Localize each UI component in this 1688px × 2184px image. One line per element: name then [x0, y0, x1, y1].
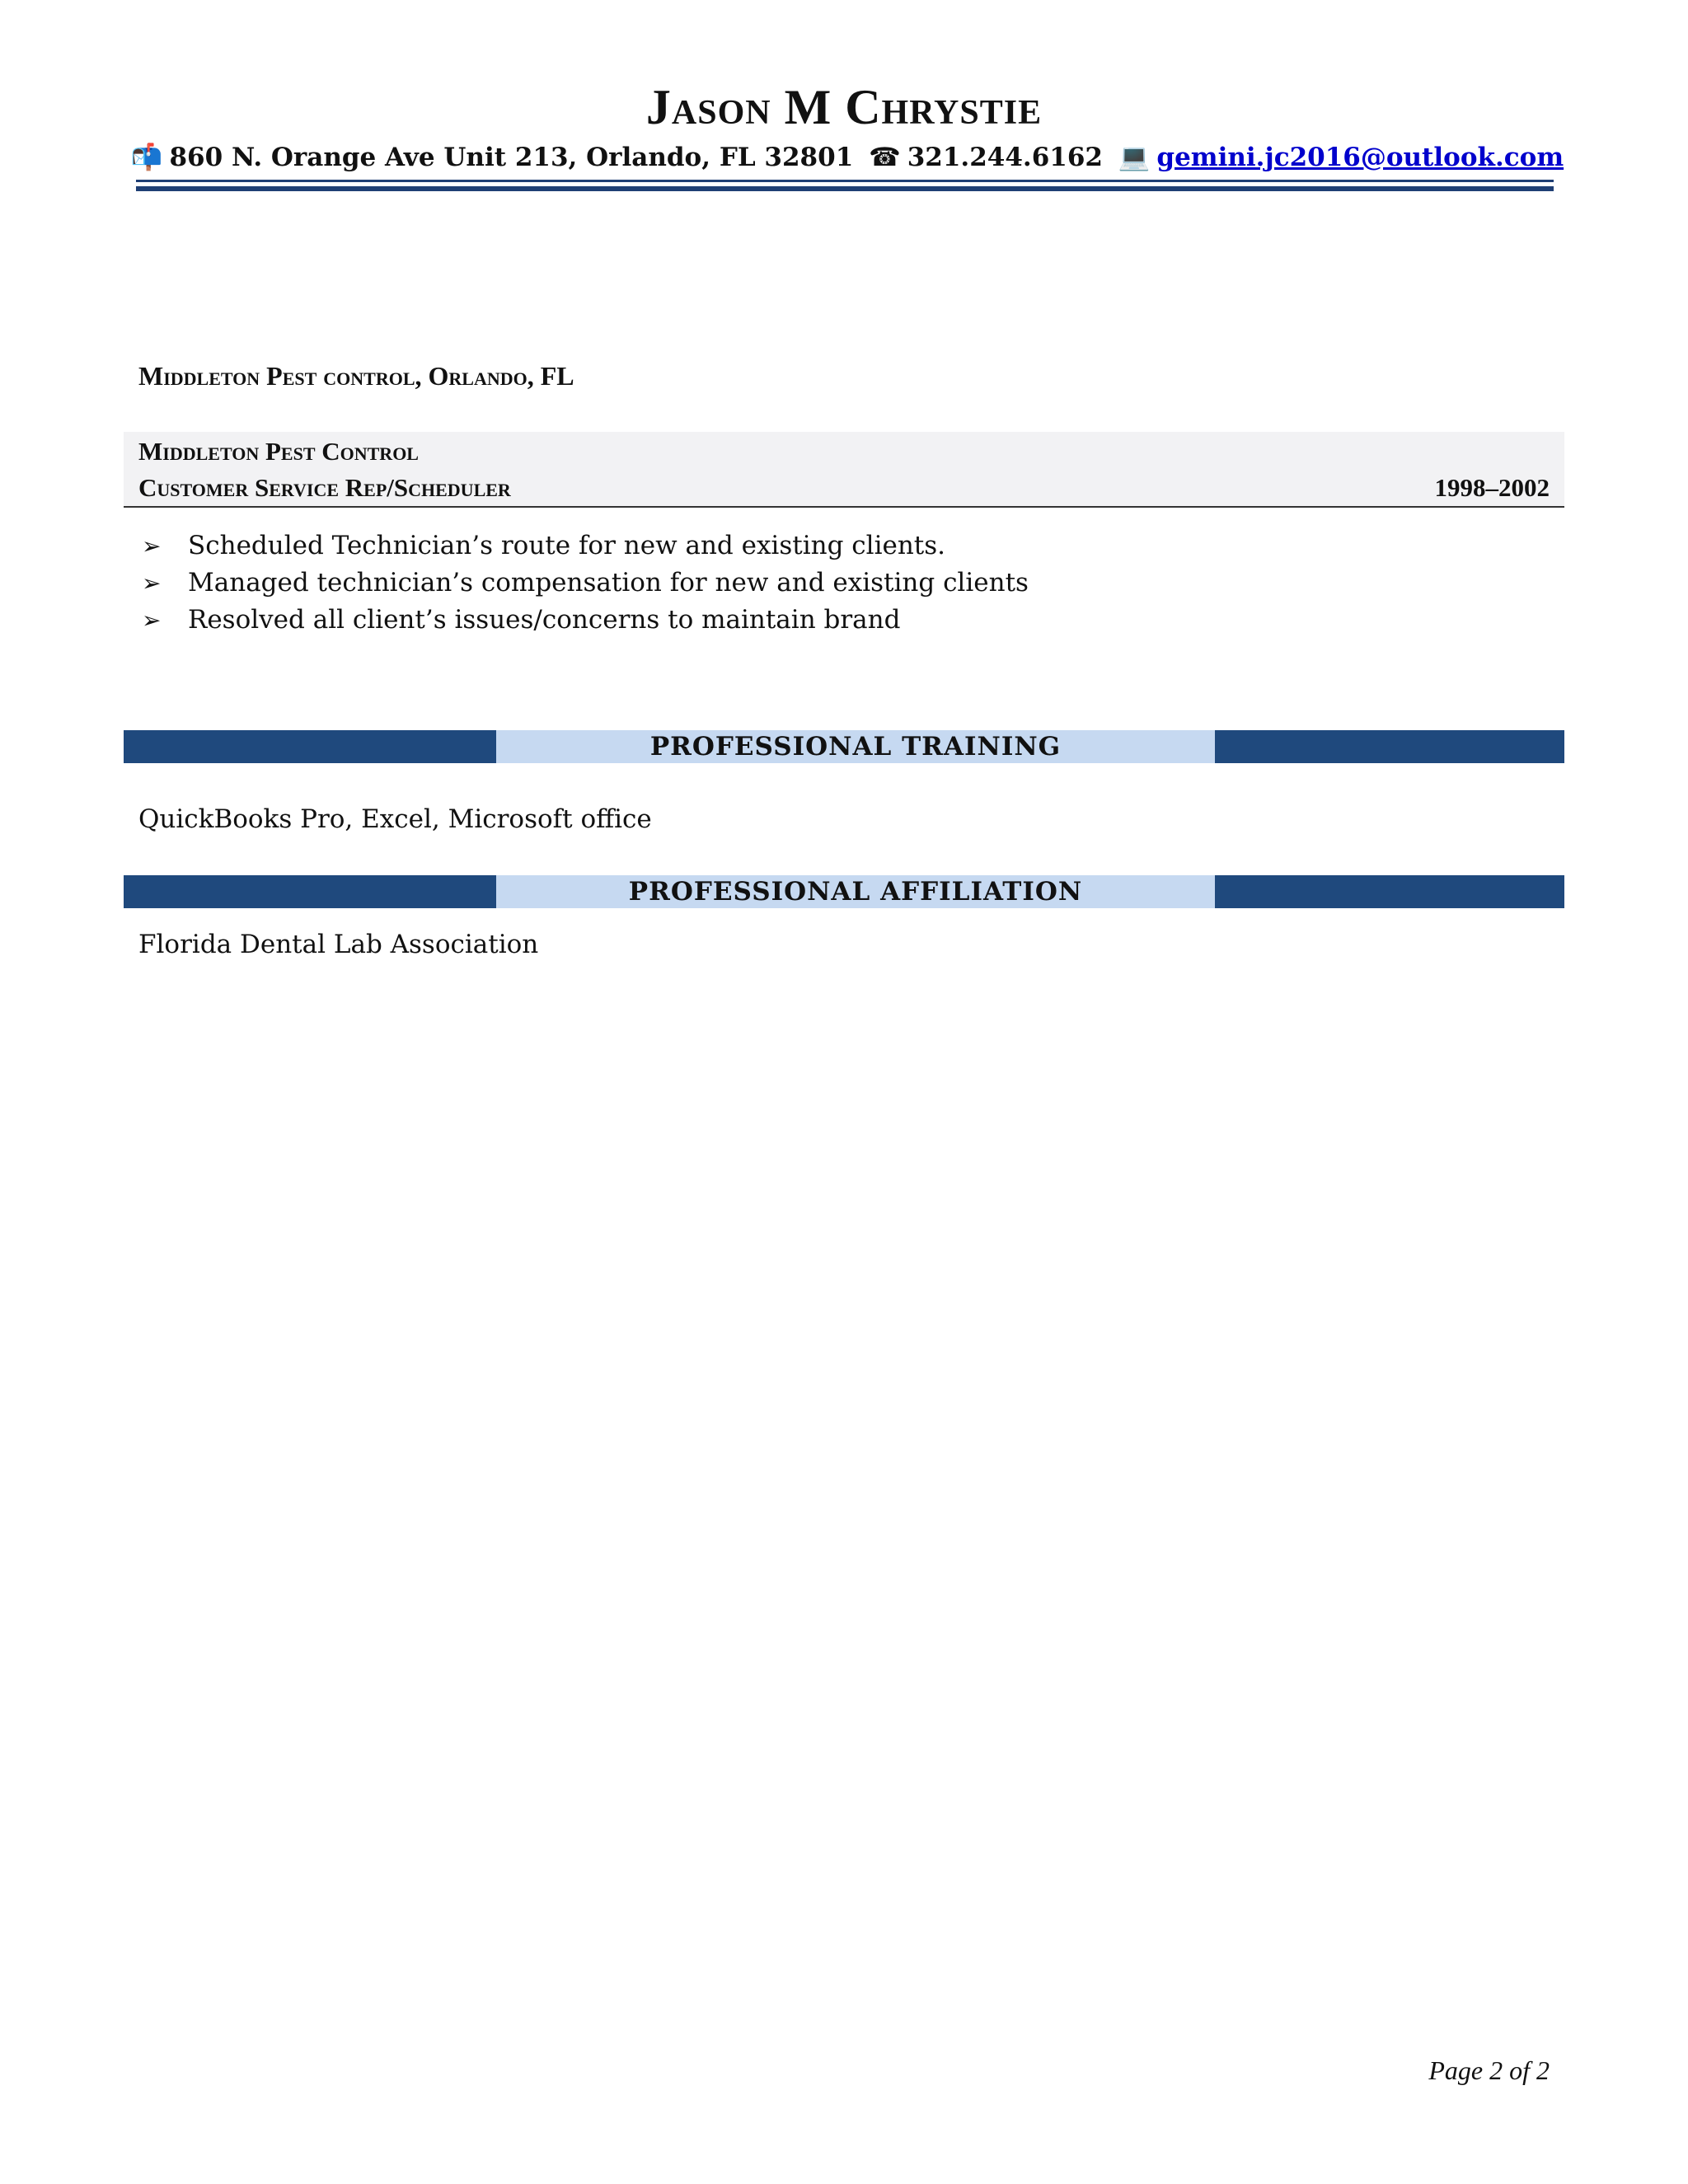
section-label-bg — [496, 730, 1215, 763]
job-bullets — [138, 527, 1029, 639]
bullet-text: Managed technician’s compensation for new and existing clients — [188, 568, 1029, 598]
affiliation-text: Florida Dental Lab Association — [138, 930, 539, 959]
telephone-icon: ☎ — [869, 143, 901, 172]
arrow-bullet-icon: ➢ — [142, 532, 162, 560]
computer-icon: 💻 — [1118, 143, 1151, 172]
training-text: QuickBooks Pro, Excel, Microsoft office — [138, 804, 652, 834]
bullet-text: Scheduled Technician’s route for new and existing clients. — [188, 531, 946, 560]
list-item — [138, 527, 1029, 565]
section-bar-training — [124, 730, 1564, 763]
list-item — [138, 565, 1029, 602]
list-item — [138, 602, 1029, 639]
phone-text: 321.244.6162 — [907, 143, 1103, 172]
contact-line — [0, 142, 1688, 172]
section-title-training: PROFESSIONAL TRAINING — [649, 732, 1062, 762]
job-header — [124, 432, 1564, 508]
arrow-bullet-icon: ➢ — [142, 569, 162, 597]
section-title-affiliation: PROFESSIONAL AFFILIATION — [628, 877, 1083, 907]
employer-line: Middleton Pest control, Orlando, FL — [138, 361, 574, 391]
section-bar-affiliation — [124, 875, 1564, 908]
house-mailbox-icon: 📬 — [130, 143, 163, 172]
header-rule-thin — [136, 180, 1554, 182]
section-label-bg — [496, 875, 1215, 908]
job-title: Customer Service Rep/Scheduler — [138, 473, 511, 502]
bullet-text: Resolved all client’s issues/concerns to maintain brand — [188, 605, 901, 635]
job-dates: 1998–2002 — [1434, 473, 1550, 502]
job-company: Middleton Pest Control — [138, 437, 419, 466]
arrow-bullet-icon: ➢ — [142, 607, 162, 634]
page-number: Page 2 of 2 — [1428, 2055, 1550, 2085]
header-rule-thick — [136, 186, 1554, 191]
address-text: 860 N. Orange Ave Unit 213, Orlando, FL 32801 — [169, 143, 854, 172]
resume-name: Jason M Chrystie — [645, 80, 1043, 134]
email-link[interactable]: gemini.jc2016@outlook.com — [1156, 143, 1564, 172]
